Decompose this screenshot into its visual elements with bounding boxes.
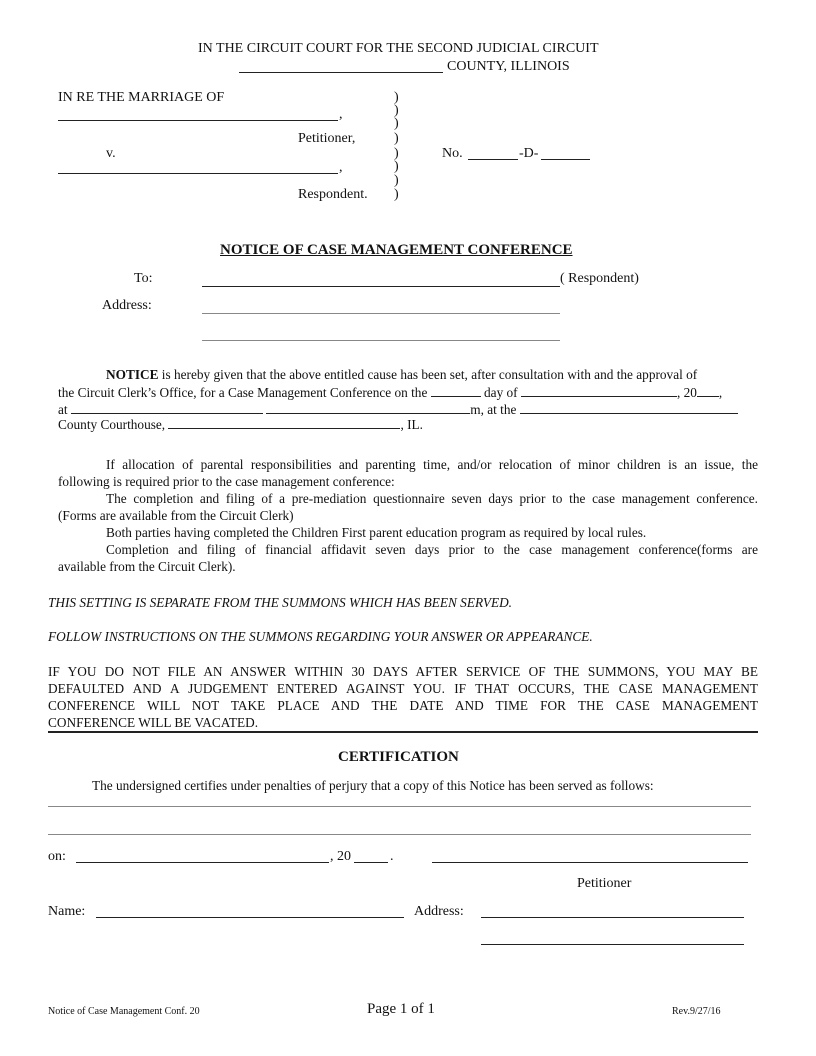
requirements-intro-line-1: If allocation of parental responsibilities and parenting time, and/or relocation of minor children is an issue, the: [106, 457, 758, 472]
page-number: Page 1 of 1: [367, 1001, 435, 1017]
conference-time-blank[interactable]: [266, 401, 470, 414]
notice-text: is hereby given that the above entitled cause has been set, after consultation with and the approval of: [161, 367, 698, 382]
petitioner-signature-blank[interactable]: [432, 862, 748, 863]
case-number-label: No.: [442, 146, 463, 161]
cert-address-line-2-blank[interactable]: [481, 944, 744, 945]
petitioner-label: Petitioner,: [298, 131, 356, 146]
separate-warning: THIS SETTING IS SEPARATE FROM THE SUMMONS WHICH HAS BEEN SERVED.: [48, 595, 513, 610]
conference-month-blank[interactable]: [521, 384, 677, 397]
page-title: NOTICE OF CASE MANAGEMENT CONFERENCE: [220, 242, 573, 258]
notice-text: day of: [484, 385, 518, 400]
conference-location-blank[interactable]: [71, 401, 263, 414]
requirement-questionnaire-line-1: The completion and filing of a pre-mediation questionnaire seven days prior to the case management conference.: [106, 491, 758, 506]
petitioner-signature-label: Petitioner: [577, 876, 632, 891]
notice-text: ,: [718, 385, 723, 400]
respondent-comma: ,: [339, 160, 343, 175]
cert-address-label: Address:: [414, 904, 464, 919]
service-details-line-2-blank[interactable]: [48, 834, 751, 835]
respondent-label: Respondent.: [298, 187, 368, 202]
caption-paren: ): [394, 90, 399, 105]
certification-heading: CERTIFICATION: [338, 749, 459, 765]
county-name-blank[interactable]: [239, 72, 443, 73]
follow-instructions-warning: FOLLOW INSTRUCTIONS ON THE SUMMONS REGARDING YOUR ANSWER OR APPEARANCE.: [48, 629, 593, 644]
server-name-blank[interactable]: [96, 917, 404, 918]
service-details-line-1-blank[interactable]: [48, 806, 751, 807]
service-on-label: on:: [48, 849, 66, 864]
address-line-2-blank[interactable]: [202, 340, 560, 341]
requirement-education: Both parties having completed the Children First parent education program as required by local rules.: [106, 525, 647, 540]
requirement-questionnaire-line-2: (Forms are available from the Circuit Clerk): [58, 508, 294, 523]
address-line-1-blank[interactable]: [202, 313, 560, 314]
certification-statement: The undersigned certifies under penalties of perjury that a copy of this Notice has been served as follows:: [92, 778, 654, 793]
caption-paren: ): [394, 159, 399, 174]
caption-paren: ): [394, 146, 399, 161]
caption-paren: ): [394, 116, 399, 131]
service-year-prefix: , 20: [330, 849, 351, 864]
caption-paren: ): [394, 187, 399, 202]
address-label: Address:: [102, 298, 152, 313]
notice-line-4: [58, 416, 423, 433]
revision-date: Rev.9/27/16: [672, 1006, 721, 1017]
service-date-blank[interactable]: [76, 862, 329, 863]
caption-paren: ): [394, 173, 399, 188]
notice-line-2: [58, 384, 722, 401]
service-period: .: [390, 849, 394, 864]
default-warning-line-4: CONFERENCE WILL BE VACATED.: [48, 715, 259, 730]
default-warning-line-2: DEFAULTED AND A JUDGEMENT ENTERED AGAINST YOU. IF THAT OCCURS, THE CASE MANAGEMENT: [48, 681, 758, 696]
requirement-affidavit-line-2: available from the Circuit Clerk).: [58, 559, 236, 574]
case-year-blank[interactable]: [468, 159, 518, 160]
case-sequence-blank[interactable]: [541, 159, 590, 160]
default-warning-line-1: IF YOU DO NOT FILE AN ANSWER WITHIN 30 DAYS AFTER SERVICE OF THE SUMMONS, YOU MAY BE: [48, 664, 758, 679]
notice-text: m, at the: [470, 402, 517, 417]
case-type-code: -D-: [519, 146, 539, 161]
petitioner-comma: ,: [339, 107, 343, 122]
conference-year-blank[interactable]: [697, 384, 719, 397]
default-warning-line-3: CONFERENCE WILL NOT TAKE PLACE AND THE DATE AND TIME FOR THE CASE MANAGEMENT: [48, 698, 758, 713]
notice-bold-word: NOTICE: [106, 367, 159, 382]
to-label: To:: [134, 271, 153, 286]
notice-text: County Courthouse,: [58, 417, 166, 432]
respondent-tag: ( Respondent): [560, 271, 639, 286]
section-divider: [48, 731, 758, 733]
respondent-name-blank[interactable]: [58, 173, 338, 174]
form-name: Notice of Case Management Conf. 20: [48, 1006, 200, 1017]
county-suffix: COUNTY, ILLINOIS: [447, 59, 570, 74]
court-heading: IN THE CIRCUIT COURT FOR THE SECOND JUDICIAL CIRCUIT: [198, 41, 599, 56]
in-re-label: IN RE THE MARRIAGE OF: [58, 90, 225, 105]
requirement-affidavit-line-1: Completion and filing of financial affidavit seven days prior to the case management conference(forms are: [106, 542, 758, 557]
notice-line-1: [106, 367, 697, 383]
cert-address-line-1-blank[interactable]: [481, 917, 744, 918]
notice-text: the Circuit Clerk’s Office, for a Case Management Conference on the: [58, 385, 428, 400]
courthouse-city-blank[interactable]: [168, 416, 400, 429]
notice-text: at: [58, 402, 68, 417]
petitioner-name-blank[interactable]: [58, 120, 338, 121]
service-year-blank[interactable]: [354, 862, 388, 863]
notice-text: , 20: [676, 385, 697, 400]
recipient-name-blank[interactable]: [202, 286, 560, 287]
name-label: Name:: [48, 904, 86, 919]
caption-paren: ): [394, 131, 399, 146]
versus-label: v.: [106, 146, 116, 161]
caption-paren: ): [394, 103, 399, 118]
requirements-intro-line-2: following is required prior to the case management conference:: [58, 474, 395, 489]
notice-text: , IL.: [400, 417, 423, 432]
conference-day-blank[interactable]: [431, 384, 481, 397]
courthouse-name-blank[interactable]: [520, 401, 738, 414]
